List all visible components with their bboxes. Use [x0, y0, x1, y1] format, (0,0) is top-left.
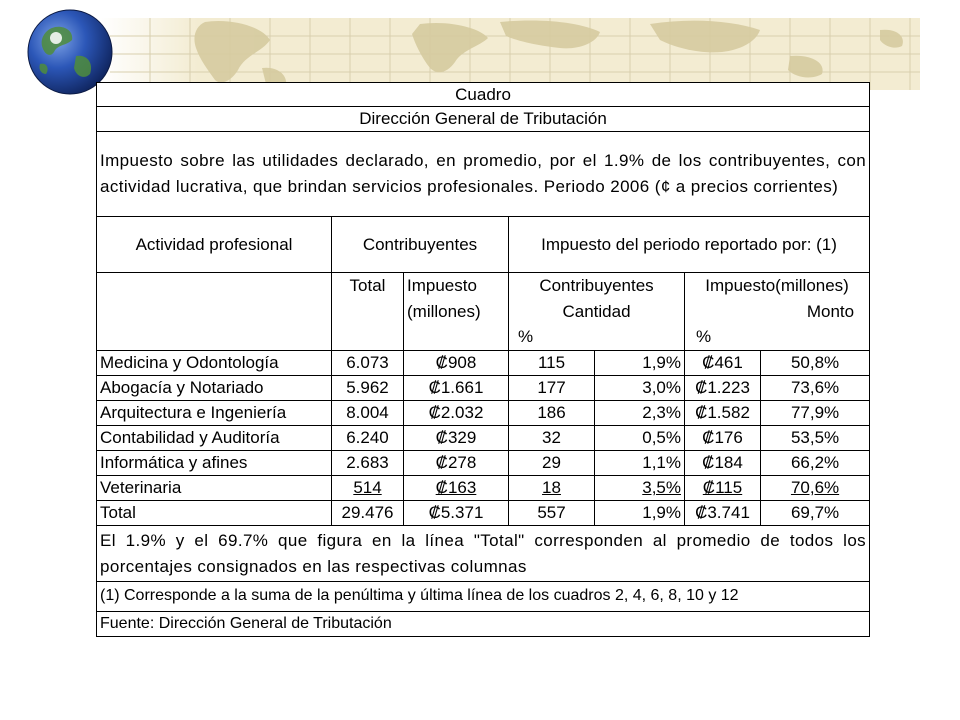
- cell-pct-monto: 53,5%: [761, 426, 870, 451]
- cell-impuesto: ₡5.371: [404, 501, 509, 526]
- cell-actividad: Medicina y Odontología: [97, 350, 332, 375]
- cell-pct-contrib: 2,3%: [595, 401, 685, 426]
- header-contrib-pct: %: [518, 326, 534, 346]
- cell-cantidad: 32: [509, 426, 595, 451]
- cell-total: 5.962: [332, 376, 404, 401]
- cell-monto: ₡1.582: [685, 401, 761, 426]
- table-row-total: [97, 501, 870, 526]
- cell-actividad: Total: [97, 501, 332, 526]
- cell-monto: ₡184: [685, 451, 761, 476]
- cell-cantidad: 177: [509, 376, 595, 401]
- cell-actividad: Veterinaria: [97, 476, 332, 501]
- cell-actividad: Informática y afines: [97, 451, 332, 476]
- cell-cantidad: 29: [509, 451, 595, 476]
- cell-monto: ₡3.741: [685, 501, 761, 526]
- cell-pct-monto: 77,9%: [761, 401, 870, 426]
- cell-pct-monto: 73,6%: [761, 376, 870, 401]
- cell-impuesto: ₡278: [404, 451, 509, 476]
- cell-total: 2.683: [332, 451, 404, 476]
- cell-pct-contrib: 1,1%: [595, 451, 685, 476]
- header-contribuyentes: Contribuyentes: [332, 217, 509, 272]
- header-monto-line1: Impuesto(millones): [705, 275, 849, 295]
- cell-monto: ₡461: [685, 350, 761, 375]
- cell-monto: ₡176: [685, 426, 761, 451]
- cell-pct-contrib: 3,0%: [595, 376, 685, 401]
- cell-impuesto: ₡1.661: [404, 376, 509, 401]
- cell-pct-contrib: 1,9%: [595, 501, 685, 526]
- cell-pct-monto: 70,6%: [761, 476, 870, 501]
- table-row: [97, 376, 870, 401]
- cell-total: 8.004: [332, 401, 404, 426]
- header-contrib-cantidad: [509, 272, 685, 350]
- cell-pct-monto: 50,8%: [761, 350, 870, 375]
- table-agency: Dirección General de Tributación: [97, 107, 870, 132]
- table-row: [97, 426, 870, 451]
- cell-monto: ₡1.223: [685, 376, 761, 401]
- table-row: [97, 451, 870, 476]
- table-note-1: (1) Corresponde a la suma de la penúltima y última línea de los cuadros 2, 4, 6, 8, 10 y 12: [97, 581, 870, 611]
- cell-total: 514: [332, 476, 404, 501]
- cell-cantidad: 186: [509, 401, 595, 426]
- header-actividad: Actividad profesional: [97, 217, 332, 272]
- table-row: [97, 350, 870, 375]
- header-impuesto-line1: Impuesto: [407, 275, 477, 295]
- header-contrib-line2: Cantidad: [562, 301, 631, 321]
- cell-impuesto: ₡2.032: [404, 401, 509, 426]
- cell-impuesto: ₡329: [404, 426, 509, 451]
- header-impuesto-line2: (millones): [407, 301, 481, 321]
- header-impuesto-monto: [685, 272, 870, 350]
- header-impuesto-periodo: Impuesto del periodo reportado por: (1): [509, 217, 870, 272]
- cell-pct-monto: 66,2%: [761, 451, 870, 476]
- cell-total: 29.476: [332, 501, 404, 526]
- cell-pct-contrib: 3,5%: [595, 476, 685, 501]
- cell-actividad: Arquitectura e Ingeniería: [97, 401, 332, 426]
- cell-pct-contrib: 0,5%: [595, 426, 685, 451]
- cell-impuesto: ₡163: [404, 476, 509, 501]
- header-impuesto: [404, 272, 509, 350]
- header-contrib-line1: Contribuyentes: [539, 275, 654, 295]
- cell-pct-monto: 69,7%: [761, 501, 870, 526]
- cell-cantidad: 18: [509, 476, 595, 501]
- header-monto-line2: Monto: [806, 301, 855, 321]
- header-monto-pct: %: [696, 326, 712, 346]
- table-source: Fuente: Dirección General de Tributación: [97, 611, 870, 636]
- cell-total: 6.073: [332, 350, 404, 375]
- table-row: [97, 476, 870, 501]
- cell-actividad: Abogacía y Notariado: [97, 376, 332, 401]
- cell-monto: ₡115: [685, 476, 761, 501]
- table-description: Impuesto sobre las utilidades declarado, en promedio, por el 1.9% de los contribuyentes, con actividad lucrativa, que brindan servicios profesionales. Periodo 2006 (¢ a precios corrientes): [97, 132, 870, 217]
- table-row: [97, 401, 870, 426]
- cell-impuesto: ₡908: [404, 350, 509, 375]
- cell-cantidad: 557: [509, 501, 595, 526]
- header-total: Total: [332, 272, 404, 350]
- cell-actividad: Contabilidad y Auditoría: [97, 426, 332, 451]
- table-note-total: El 1.9% y el 69.7% que figura en la línea "Total" corresponden al promedio de todos los porcentajes consignados en las respectivas columnas: [97, 526, 870, 581]
- cell-pct-contrib: 1,9%: [595, 350, 685, 375]
- globe-highlight: [50, 32, 62, 44]
- header-empty: [97, 272, 332, 350]
- tax-table: [96, 82, 870, 637]
- cell-cantidad: 115: [509, 350, 595, 375]
- cell-total: 6.240: [332, 426, 404, 451]
- table-caption: Cuadro: [97, 83, 870, 107]
